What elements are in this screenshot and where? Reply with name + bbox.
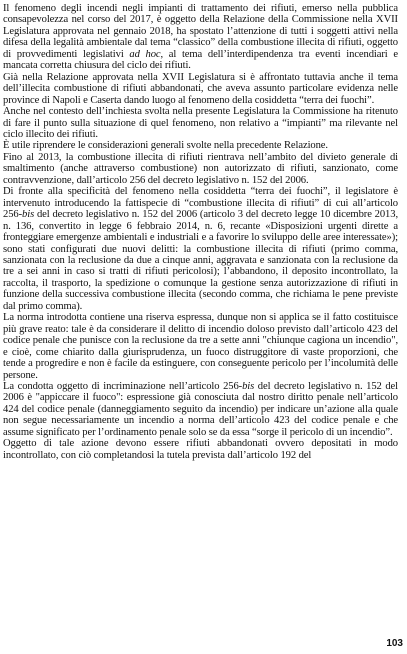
text-run: , al tema dell’interdipendenza tra eventi incendiari e mancata corretta chiusura del ciclo dei rifiuti. [3, 48, 398, 72]
paragraph [3, 312, 398, 381]
text-run: La condotta oggetto di incriminazione nell’articolo 256- [3, 380, 243, 392]
body-text [3, 3, 398, 461]
text-run: del decreto legislativo n. 152 del 2006 è "appiccare il fuoco": espressione già conosciuta dal nostro diritto penale nell’articolo 424 del codice penale (danneggiamento seguito da incendio) per indicare un’azione alla quale non segue necessariamente un incendio a norma dell’articolo 423 del codice penale e che assume significato per l’ordinamento penale solo se da essa “sorge il pericolo di un incendio”. [3, 380, 398, 438]
paragraph [3, 152, 398, 186]
text-run: È utile riprendere le considerazioni generali svolte nella precedente Relazione. [3, 140, 328, 152]
paragraph [3, 140, 398, 151]
italic-text-run: bis [242, 380, 255, 392]
text-run: Di fronte alla specificità del fenomeno nella cosiddetta “terra dei fuochi”, il legislatore è intervenuto introducendo la fattispecie di “combustione illecita di rifiuti” di cui all’articolo 256- [3, 186, 398, 221]
text-run: La norma introdotta contiene una riserva espressa, dunque non si applica se il fatto costituisce più grave reato: tale è da considerare il delitto di incendio doloso previsto dall’articolo 423 del codice penale che punisce con la reclusione da tre a sette anni "chiunque cagiona un incendio", e cioè, come chiarito dalla giurisprudenza, un fuoco distruggitore di vaste proporzioni, che tende a progredire e non è facile da estinguere, con conseguente pericolo per l’incolumità delle persone. [3, 312, 398, 381]
paragraph [3, 72, 398, 106]
italic-text-run: ad hoc [129, 48, 161, 60]
paragraph [3, 381, 398, 438]
text-run: del decreto legislativo n. 152 del 2006 (articolo 3 del decreto legge 10 dicembre 2013, n. 136, convertito in legge 6 febbraio 2014, n. 6, recante «Disposizioni urgenti dirette a fronteggiare emergenze ambientali e industriali e a favorire lo sviluppo delle aree interessate»); sono stati configurati due nuovi delitti: la combustione illecita di rifiuti (primo comma, sanzionata con la reclusione da due a cinque anni, aggravata e sanzionata con la reclusione da tre a sei anni in caso si tratti di rifiuti pericolosi); l’abbandono, il deposito incontrollato, la raccolta, il trasporto, la spedizione o comunque la gestione senza autorizzazione di rifiuti in funzione della successiva combustione illecita (secondo comma, che richiama le pene previste dal primo comma). [3, 209, 398, 312]
text-run: Oggetto di tale azione devono essere rifiuti abbandonati ovvero depositati in modo incontrollato, con ciò completandosi la tutela prevista dall’articolo 192 del [3, 438, 398, 461]
text-run: Fino al 2013, la combustione illecita di rifiuti rientrava nell’ambito del divieto generale di smaltimento (anche attraverso combustione) non autorizzato di rifiuti, sanzionato, come contravvenzione, dall’articolo 256 del decreto legislativo n. 152 del 2006. [3, 151, 398, 186]
italic-text-run: bis [22, 209, 35, 221]
text-run: Anche nel contesto dell’inchiesta svolta nella presente Legislatura la Commissione ha ritenuto di fare il punto sulla situazione di quel fenomeno, non relativo a “impianti” ma rilevante nel ciclo illecito dei rifiuti. [3, 106, 398, 140]
text-run: Il fenomeno degli incendi negli impianti di trattamento dei rifiuti, emerso nella pubblica consapevolezza nel corso del 2017, è oggetto della Relazione della Commissione nella XVII Legislatura approvata nel gennaio 2018, ha spostato l’attenzione di tutti i soggetti attivi nella difesa della legalità ambientale dal tema “classico” della combustione illecita di rifiuti, oggetto di provvedimenti legislativi [3, 3, 398, 60]
paragraph [3, 186, 398, 312]
paragraph [3, 3, 398, 72]
text-run: Già nella Relazione approvata nella XVII Legislatura si è affrontato tuttavia anche il tema dell’illecita combustione di rifiuti abbandonati, che aveva assunto particolare evidenza nelle province di Napoli e Caserta dando luogo al fenomeno della cosiddetta “terra dei fuochi”. [3, 71, 398, 106]
page-number: 103 [386, 638, 403, 649]
paragraph [3, 438, 398, 461]
paragraph [3, 106, 398, 140]
